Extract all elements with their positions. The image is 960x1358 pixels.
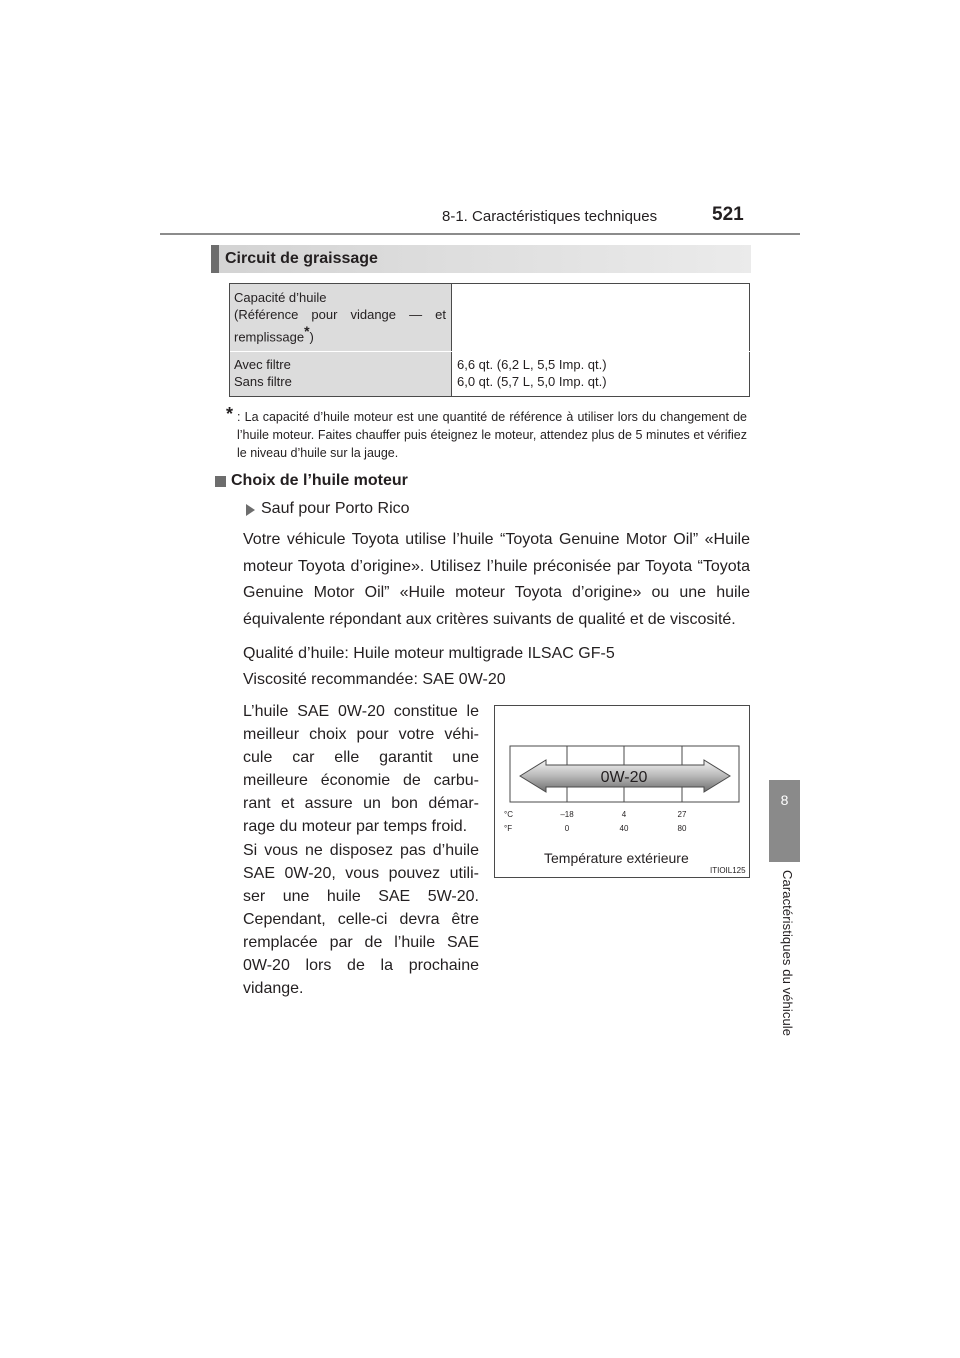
subsection-title: Choix de l’huile moteur xyxy=(231,472,408,489)
oil-viscosity: Viscosité recommandée: SAE 0W-20 xyxy=(243,671,506,688)
oil-quality: Qualité d’huile: Huile moteur multigrade ILSAC GF-5 xyxy=(243,645,615,662)
fahrenheit-tick-2: 40 xyxy=(619,824,629,833)
arrow-label: 0W-20 xyxy=(600,769,648,786)
section-title: Circuit de graissage xyxy=(225,250,378,267)
triangle-bullet-icon xyxy=(246,504,255,516)
footnote-star: * xyxy=(226,404,234,424)
figure-code: ITIOIL125 xyxy=(710,866,746,875)
unit-fahrenheit: °F xyxy=(504,824,513,833)
capacity-line-2: (Référence pour vidange — et xyxy=(234,307,446,322)
unit-celsius: °C xyxy=(504,810,513,819)
oil-paragraph: Votre véhicule Toyota utilise l’huile “Toyota Genuine Motor Oil” «Huile moteur Toyota d’origine». Utilisez l’huile préconisée par Toyota “Toyota Genuine Motor Oil” «Huile moteur Toyota d’origine» ou une huile équivalente répondant aux critères suivants de qualité et de viscosité. xyxy=(243,531,750,628)
capacity-line-3 xyxy=(234,323,446,345)
celsius-tick-1: –18 xyxy=(560,810,574,819)
row-label-avec-filtre: Avec filtre xyxy=(234,357,291,372)
capacity-line-3-close: ) xyxy=(309,329,314,345)
capacity-line-3-text: remplissage xyxy=(234,329,305,345)
row-label-sans-filtre: Sans filtre xyxy=(234,374,292,389)
celsius-tick-3: 27 xyxy=(677,810,687,819)
column-paragraph-2: Si vous ne disposez pas d’huile SAE 0W-20, vous pouvez utili-ser une huile SAE 5W-20. Cependant, celle-ci devra être remplacée par de l’huile SAE 0W-20 lors de la prochaine vidange. xyxy=(243,842,479,997)
value-avec-filtre: 6,6 qt. (6,2 L, 5,5 Imp. qt.) xyxy=(457,357,607,372)
square-bullet-icon xyxy=(215,476,226,487)
fahrenheit-tick-1: 0 xyxy=(564,824,570,833)
figure-caption: Température extérieure xyxy=(544,850,689,866)
capacity-footnote-star: * xyxy=(304,323,310,339)
page-number: 521 xyxy=(712,204,744,225)
section-heading-accent xyxy=(211,245,219,273)
header-divider xyxy=(160,233,800,235)
value-sans-filtre: 6,0 qt. (5,7 L, 5,0 Imp. qt.) xyxy=(457,374,607,389)
capacity-line-1: Capacité d’huile xyxy=(234,290,327,305)
fahrenheit-tick-3: 80 xyxy=(677,824,687,833)
celsius-tick-2: 4 xyxy=(621,810,627,819)
header-section-title: 8-1. Caractéristiques techniques xyxy=(442,208,658,225)
bullet-item: Sauf pour Porto Rico xyxy=(261,500,410,517)
footnote-text: : La capacité d’huile moteur est une quantité de référence à utiliser lors du changement de l’huile moteur. Faites chauffer puis éteignez le moteur, attendez plus de 5 minutes et vérifiez le niveau d’huile sur la jauge. xyxy=(237,410,747,460)
table-row-divider xyxy=(230,351,750,352)
chapter-number: 8 xyxy=(780,792,789,808)
column-paragraph-1: L’huile SAE 0W-20 constitue le meilleur choix pour votre véhi-cule car elle garantit une meilleure économie de carbu-rant et assure un bon démar-rage du moteur par temps froid. xyxy=(243,703,479,835)
table-capacity-label xyxy=(234,289,446,345)
chapter-label: Caractéristiques du véhicule xyxy=(780,870,795,1037)
